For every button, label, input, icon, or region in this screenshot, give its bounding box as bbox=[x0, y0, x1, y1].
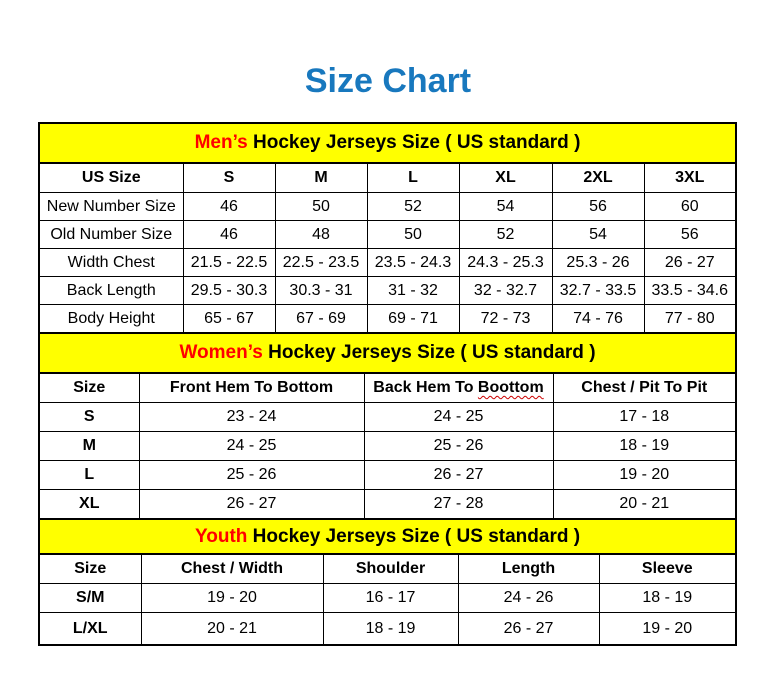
size-value-cell: 32.7 - 33.5 bbox=[552, 277, 644, 305]
size-value-cell: 67 - 69 bbox=[275, 305, 367, 334]
youth-col-header-length: Length bbox=[458, 554, 599, 584]
row-label: XL bbox=[39, 490, 139, 520]
back-hem-misspelled-word: Boottom bbox=[477, 379, 544, 396]
mens-col-header-l: L bbox=[367, 163, 459, 193]
row-label: L/XL bbox=[39, 613, 141, 646]
mens-col-header-m: M bbox=[275, 163, 367, 193]
size-value-cell: 46 bbox=[183, 221, 275, 249]
table-row bbox=[39, 613, 736, 646]
size-value-cell: 23 - 24 bbox=[139, 403, 364, 432]
row-label: Width Chest bbox=[39, 249, 183, 277]
womens-section-title-rest: Hockey Jerseys Size ( US standard ) bbox=[262, 342, 596, 363]
row-label: New Number Size bbox=[39, 193, 183, 221]
womens-col-header-size: Size bbox=[39, 373, 139, 403]
table-row bbox=[39, 432, 736, 461]
size-value-cell: 18 - 19 bbox=[599, 584, 736, 613]
youth-section-highlight: Youth bbox=[194, 525, 248, 547]
mens-section-header-row bbox=[39, 123, 736, 163]
size-value-cell: 26 - 27 bbox=[458, 613, 599, 646]
size-value-cell: 23.5 - 24.3 bbox=[367, 249, 459, 277]
row-label: M bbox=[39, 432, 139, 461]
size-value-cell: 52 bbox=[459, 221, 552, 249]
youth-section-header bbox=[39, 519, 736, 554]
size-value-cell: 50 bbox=[275, 193, 367, 221]
size-value-cell: 20 - 21 bbox=[553, 490, 736, 520]
back-hem-prefix: Back Hem To bbox=[373, 379, 478, 396]
womens-section-highlight: Women’s bbox=[179, 342, 263, 363]
size-value-cell: 21.5 - 22.5 bbox=[183, 249, 275, 277]
size-chart-tables bbox=[38, 122, 735, 646]
table-row bbox=[39, 305, 736, 334]
table-row bbox=[39, 193, 736, 221]
size-value-cell: 54 bbox=[552, 221, 644, 249]
table-row bbox=[39, 403, 736, 432]
table-row bbox=[39, 221, 736, 249]
womens-col-header-back-hem bbox=[364, 373, 553, 403]
size-value-cell: 16 - 17 bbox=[323, 584, 458, 613]
table-row bbox=[39, 461, 736, 490]
table-row bbox=[39, 490, 736, 520]
womens-size-table bbox=[38, 332, 737, 520]
size-value-cell: 22.5 - 23.5 bbox=[275, 249, 367, 277]
youth-size-table bbox=[38, 518, 737, 646]
youth-section-title-rest: Hockey Jerseys Size ( US standard ) bbox=[247, 525, 581, 547]
mens-size-table bbox=[38, 122, 737, 334]
mens-col-header-2xl: 2XL bbox=[552, 163, 644, 193]
size-value-cell: 32 - 32.7 bbox=[459, 277, 552, 305]
row-label: Back Length bbox=[39, 277, 183, 305]
size-value-cell: 27 - 28 bbox=[364, 490, 553, 520]
womens-section-header-row bbox=[39, 333, 736, 373]
mens-section-header bbox=[39, 123, 736, 163]
size-value-cell: 52 bbox=[367, 193, 459, 221]
size-value-cell: 18 - 19 bbox=[323, 613, 458, 646]
size-value-cell: 72 - 73 bbox=[459, 305, 552, 334]
size-value-cell: 29.5 - 30.3 bbox=[183, 277, 275, 305]
size-value-cell: 54 bbox=[459, 193, 552, 221]
youth-col-header-shoulder: Shoulder bbox=[323, 554, 458, 584]
size-value-cell: 65 - 67 bbox=[183, 305, 275, 334]
youth-section-header-row bbox=[39, 519, 736, 554]
mens-col-header-s: S bbox=[183, 163, 275, 193]
size-value-cell: 24 - 26 bbox=[458, 584, 599, 613]
size-value-cell: 20 - 21 bbox=[141, 613, 323, 646]
mens-col-header-3xl: 3XL bbox=[644, 163, 736, 193]
size-value-cell: 31 - 32 bbox=[367, 277, 459, 305]
youth-col-header-size: Size bbox=[39, 554, 141, 584]
size-chart-page bbox=[0, 64, 776, 646]
youth-header-row bbox=[39, 554, 736, 584]
table-row bbox=[39, 277, 736, 305]
size-value-cell: 19 - 20 bbox=[141, 584, 323, 613]
size-value-cell: 50 bbox=[367, 221, 459, 249]
page-title: Size Chart bbox=[304, 62, 472, 100]
size-value-cell: 25.3 - 26 bbox=[552, 249, 644, 277]
size-value-cell: 46 bbox=[183, 193, 275, 221]
size-value-cell: 30.3 - 31 bbox=[275, 277, 367, 305]
size-value-cell: 24 - 25 bbox=[364, 403, 553, 432]
size-value-cell: 74 - 76 bbox=[552, 305, 644, 334]
womens-section-header bbox=[39, 333, 736, 373]
row-label: Body Height bbox=[39, 305, 183, 334]
mens-section-highlight: Men’s bbox=[194, 132, 248, 153]
size-value-cell: 25 - 26 bbox=[364, 432, 553, 461]
mens-header-row bbox=[39, 163, 736, 193]
mens-col-header-xl: XL bbox=[459, 163, 552, 193]
mens-col-header-us-size: US Size bbox=[39, 163, 183, 193]
size-value-cell: 60 bbox=[644, 193, 736, 221]
row-label: S/M bbox=[39, 584, 141, 613]
size-value-cell: 24.3 - 25.3 bbox=[459, 249, 552, 277]
size-value-cell: 77 - 80 bbox=[644, 305, 736, 334]
womens-header-row bbox=[39, 373, 736, 403]
size-value-cell: 24 - 25 bbox=[139, 432, 364, 461]
size-value-cell: 69 - 71 bbox=[367, 305, 459, 334]
size-value-cell: 48 bbox=[275, 221, 367, 249]
womens-col-header-front-hem: Front Hem To Bottom bbox=[139, 373, 364, 403]
size-value-cell: 26 - 27 bbox=[644, 249, 736, 277]
size-value-cell: 56 bbox=[644, 221, 736, 249]
youth-col-header-sleeve: Sleeve bbox=[599, 554, 736, 584]
mens-section-title-rest: Hockey Jerseys Size ( US standard ) bbox=[247, 132, 581, 153]
row-label: S bbox=[39, 403, 139, 432]
size-value-cell: 26 - 27 bbox=[139, 490, 364, 520]
youth-col-header-chest-width: Chest / Width bbox=[141, 554, 323, 584]
size-value-cell: 19 - 20 bbox=[599, 613, 736, 646]
womens-col-header-chest: Chest / Pit To Pit bbox=[553, 373, 736, 403]
size-value-cell: 17 - 18 bbox=[553, 403, 736, 432]
size-value-cell: 25 - 26 bbox=[139, 461, 364, 490]
row-label: Old Number Size bbox=[39, 221, 183, 249]
row-label: L bbox=[39, 461, 139, 490]
size-value-cell: 18 - 19 bbox=[553, 432, 736, 461]
table-row bbox=[39, 249, 736, 277]
size-value-cell: 26 - 27 bbox=[364, 461, 553, 490]
size-value-cell: 56 bbox=[552, 193, 644, 221]
size-value-cell: 19 - 20 bbox=[553, 461, 736, 490]
table-row bbox=[39, 584, 736, 613]
size-value-cell: 33.5 - 34.6 bbox=[644, 277, 736, 305]
